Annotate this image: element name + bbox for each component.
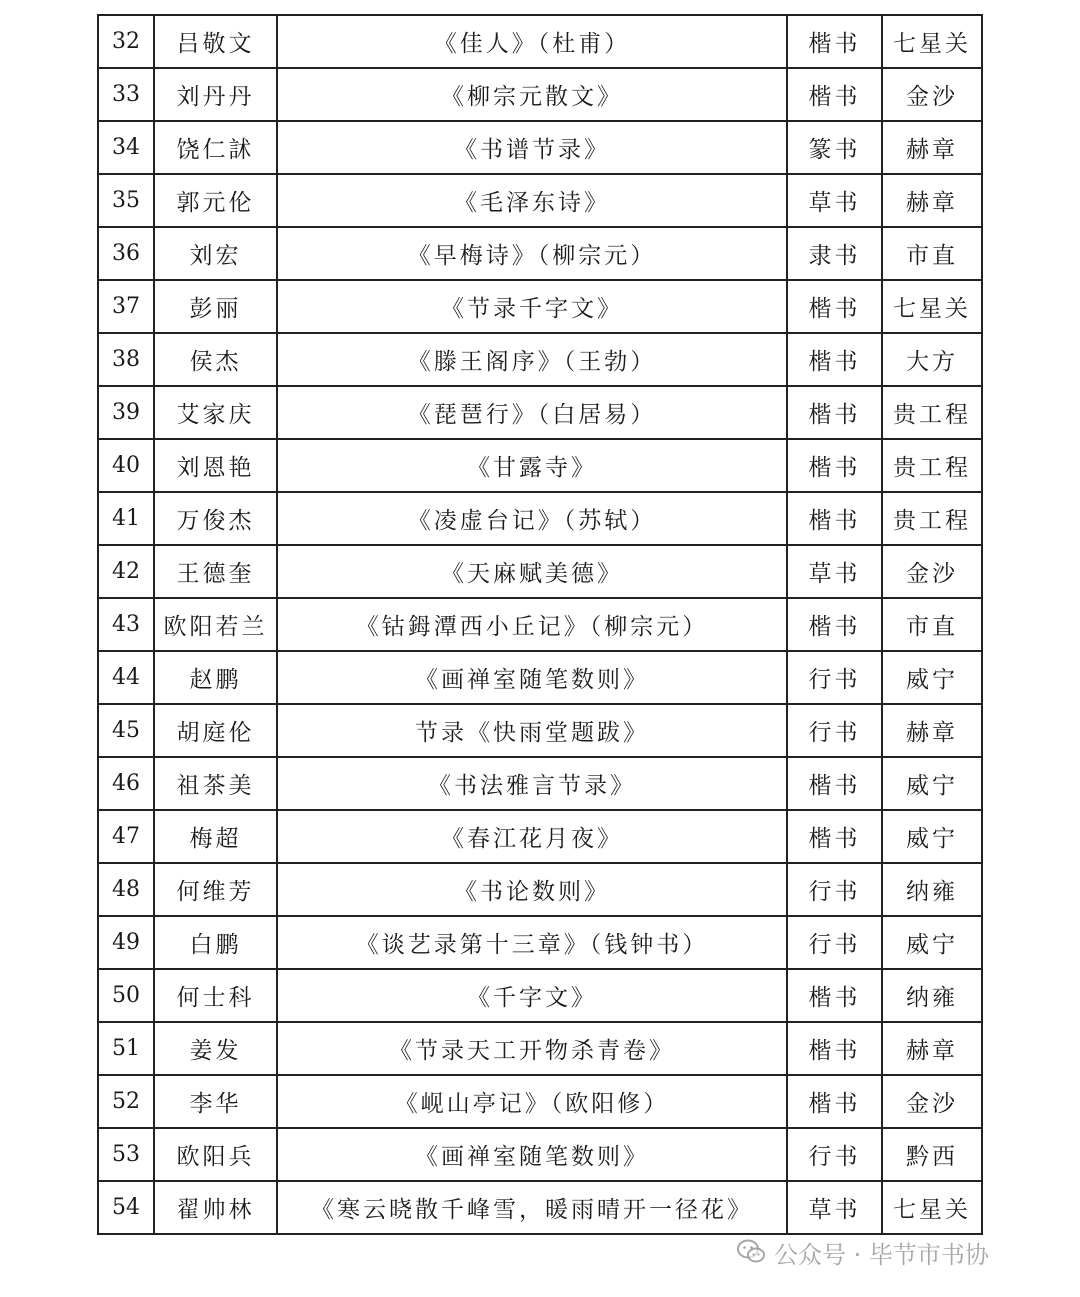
table-row xyxy=(98,810,982,863)
table-row xyxy=(98,1022,982,1075)
table-row xyxy=(98,757,982,810)
wechat-icon xyxy=(736,1238,766,1266)
script-style-cell: 行书 xyxy=(787,863,882,916)
region-cell: 威宁 xyxy=(882,757,982,810)
script-style-cell: 楷书 xyxy=(787,333,882,386)
script-style-cell: 隶书 xyxy=(787,227,882,280)
row-number-cell: 54 xyxy=(98,1181,154,1234)
region-cell: 威宁 xyxy=(882,916,982,969)
row-number-cell: 45 xyxy=(98,704,154,757)
work-title-cell: 《书法雅言节录》 xyxy=(277,757,787,810)
script-style-cell: 楷书 xyxy=(787,757,882,810)
script-style-cell: 楷书 xyxy=(787,439,882,492)
row-number-cell: 46 xyxy=(98,757,154,810)
author-name-cell: 侯杰 xyxy=(154,333,277,386)
row-number-cell: 39 xyxy=(98,386,154,439)
region-cell: 市直 xyxy=(882,227,982,280)
author-name-cell: 胡庭伦 xyxy=(154,704,277,757)
row-number-cell: 50 xyxy=(98,969,154,1022)
region-cell: 威宁 xyxy=(882,810,982,863)
region-cell: 黔西 xyxy=(882,1128,982,1181)
script-style-cell: 草书 xyxy=(787,545,882,598)
region-cell: 贵工程 xyxy=(882,439,982,492)
row-number-cell: 48 xyxy=(98,863,154,916)
row-number-cell: 32 xyxy=(98,15,154,68)
table-row xyxy=(98,333,982,386)
script-style-cell: 楷书 xyxy=(787,810,882,863)
region-cell: 金沙 xyxy=(882,1075,982,1128)
region-cell: 金沙 xyxy=(882,545,982,598)
work-title-cell: 《甘露寺》 xyxy=(277,439,787,492)
work-title-cell: 《琵琶行》（白居易） xyxy=(277,386,787,439)
script-style-cell: 行书 xyxy=(787,916,882,969)
region-cell: 贵工程 xyxy=(882,386,982,439)
work-title-cell: 《毛泽东诗》 xyxy=(277,174,787,227)
author-name-cell: 刘宏 xyxy=(154,227,277,280)
region-cell: 七星关 xyxy=(882,15,982,68)
author-name-cell: 祖茶美 xyxy=(154,757,277,810)
region-cell: 威宁 xyxy=(882,651,982,704)
row-number-cell: 52 xyxy=(98,1075,154,1128)
author-name-cell: 翟帅林 xyxy=(154,1181,277,1234)
region-cell: 七星关 xyxy=(882,280,982,333)
region-cell: 纳雍 xyxy=(882,863,982,916)
table-row xyxy=(98,916,982,969)
script-style-cell: 楷书 xyxy=(787,68,882,121)
region-cell: 贵工程 xyxy=(882,492,982,545)
author-name-cell: 艾家庆 xyxy=(154,386,277,439)
table-row xyxy=(98,386,982,439)
author-name-cell: 姜发 xyxy=(154,1022,277,1075)
work-title-cell: 《节录千字文》 xyxy=(277,280,787,333)
table-row xyxy=(98,1128,982,1181)
table-row xyxy=(98,15,982,68)
region-cell: 赫章 xyxy=(882,174,982,227)
author-name-cell: 刘丹丹 xyxy=(154,68,277,121)
row-number-cell: 35 xyxy=(98,174,154,227)
author-name-cell: 万俊杰 xyxy=(154,492,277,545)
row-number-cell: 47 xyxy=(98,810,154,863)
work-title-cell: 《谈艺录第十三章》（钱钟书） xyxy=(277,916,787,969)
script-style-cell: 楷书 xyxy=(787,492,882,545)
work-title-cell: 《钴鉧潭西小丘记》（柳宗元） xyxy=(277,598,787,651)
region-cell: 赫章 xyxy=(882,121,982,174)
script-style-cell: 草书 xyxy=(787,174,882,227)
table-row xyxy=(98,704,982,757)
entries-table-body xyxy=(98,15,982,1234)
author-name-cell: 王德奎 xyxy=(154,545,277,598)
table-row xyxy=(98,227,982,280)
work-title-cell: 《节录天工开物杀青卷》 xyxy=(277,1022,787,1075)
table-row xyxy=(98,492,982,545)
table-row xyxy=(98,863,982,916)
entries-table-container xyxy=(97,14,977,1235)
script-style-cell: 行书 xyxy=(787,651,882,704)
work-title-cell: 《早梅诗》（柳宗元） xyxy=(277,227,787,280)
region-cell: 纳雍 xyxy=(882,969,982,1022)
work-title-cell: 《佳人》（杜甫） xyxy=(277,15,787,68)
work-title-cell: 《凌虚台记》（苏轼） xyxy=(277,492,787,545)
watermark-text: 公众号 · 毕节市书协 xyxy=(774,1240,989,1269)
author-name-cell: 彭丽 xyxy=(154,280,277,333)
work-title-cell: 《书论数则》 xyxy=(277,863,787,916)
author-name-cell: 何维芳 xyxy=(154,863,277,916)
author-name-cell: 吕敬文 xyxy=(154,15,277,68)
script-style-cell: 篆书 xyxy=(787,121,882,174)
table-row xyxy=(98,1075,982,1128)
author-name-cell: 梅超 xyxy=(154,810,277,863)
work-title-cell: 《书谱节录》 xyxy=(277,121,787,174)
script-style-cell: 楷书 xyxy=(787,969,882,1022)
row-number-cell: 51 xyxy=(98,1022,154,1075)
work-title-cell: 《天麻赋美德》 xyxy=(277,545,787,598)
table-row xyxy=(98,651,982,704)
table-row xyxy=(98,174,982,227)
script-style-cell: 楷书 xyxy=(787,386,882,439)
region-cell: 赫章 xyxy=(882,704,982,757)
author-name-cell: 赵鹏 xyxy=(154,651,277,704)
work-title-cell: 《画禅室随笔数则》 xyxy=(277,651,787,704)
row-number-cell: 49 xyxy=(98,916,154,969)
author-name-cell: 何士科 xyxy=(154,969,277,1022)
script-style-cell: 楷书 xyxy=(787,15,882,68)
work-title-cell: 《寒云晓散千峰雪，暖雨晴开一径花》 xyxy=(277,1181,787,1234)
table-row xyxy=(98,68,982,121)
author-name-cell: 欧阳兵 xyxy=(154,1128,277,1181)
work-title-cell: 《岘山亭记》（欧阳修） xyxy=(277,1075,787,1128)
watermark xyxy=(736,1232,989,1272)
work-title-cell: 《春江花月夜》 xyxy=(277,810,787,863)
author-name-cell: 郭元伦 xyxy=(154,174,277,227)
row-number-cell: 33 xyxy=(98,68,154,121)
table-row xyxy=(98,545,982,598)
row-number-cell: 44 xyxy=(98,651,154,704)
script-style-cell: 草书 xyxy=(787,1181,882,1234)
script-style-cell: 行书 xyxy=(787,1128,882,1181)
table-row xyxy=(98,598,982,651)
author-name-cell: 欧阳若兰 xyxy=(154,598,277,651)
author-name-cell: 刘恩艳 xyxy=(154,439,277,492)
work-title-cell: 节录《快雨堂题跋》 xyxy=(277,704,787,757)
table-row xyxy=(98,439,982,492)
row-number-cell: 41 xyxy=(98,492,154,545)
work-title-cell: 《画禅室随笔数则》 xyxy=(277,1128,787,1181)
region-cell: 金沙 xyxy=(882,68,982,121)
table-row xyxy=(98,280,982,333)
author-name-cell: 李华 xyxy=(154,1075,277,1128)
row-number-cell: 53 xyxy=(98,1128,154,1181)
script-style-cell: 楷书 xyxy=(787,1075,882,1128)
table-row xyxy=(98,969,982,1022)
row-number-cell: 37 xyxy=(98,280,154,333)
work-title-cell: 《千字文》 xyxy=(277,969,787,1022)
row-number-cell: 34 xyxy=(98,121,154,174)
row-number-cell: 38 xyxy=(98,333,154,386)
region-cell: 七星关 xyxy=(882,1181,982,1234)
row-number-cell: 36 xyxy=(98,227,154,280)
script-style-cell: 楷书 xyxy=(787,280,882,333)
script-style-cell: 行书 xyxy=(787,704,882,757)
table-row xyxy=(98,121,982,174)
author-name-cell: 饶仁訹 xyxy=(154,121,277,174)
region-cell: 赫章 xyxy=(882,1022,982,1075)
entries-table xyxy=(97,14,983,1235)
region-cell: 市直 xyxy=(882,598,982,651)
script-style-cell: 楷书 xyxy=(787,1022,882,1075)
work-title-cell: 《滕王阁序》（王勃） xyxy=(277,333,787,386)
region-cell: 大方 xyxy=(882,333,982,386)
row-number-cell: 42 xyxy=(98,545,154,598)
row-number-cell: 40 xyxy=(98,439,154,492)
table-row xyxy=(98,1181,982,1234)
row-number-cell: 43 xyxy=(98,598,154,651)
script-style-cell: 楷书 xyxy=(787,598,882,651)
author-name-cell: 白鹏 xyxy=(154,916,277,969)
work-title-cell: 《柳宗元散文》 xyxy=(277,68,787,121)
